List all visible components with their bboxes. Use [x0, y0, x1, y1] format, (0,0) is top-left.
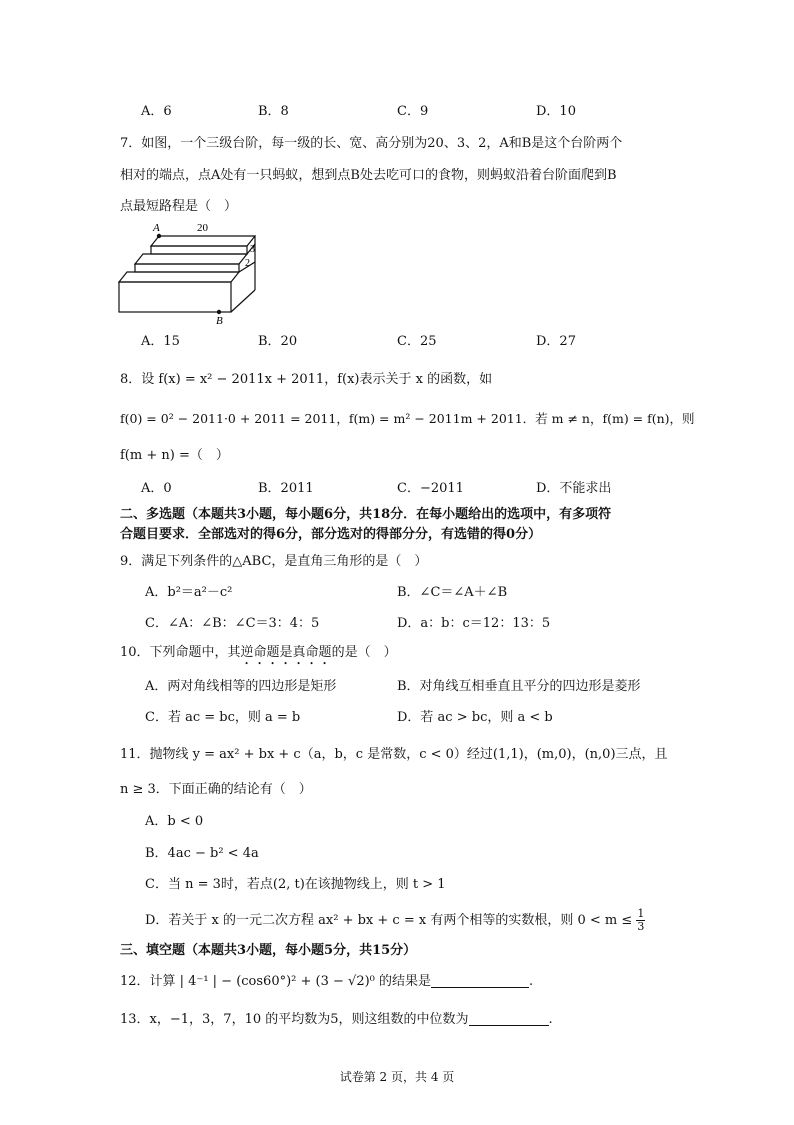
fraction-numerator: 1: [637, 907, 645, 920]
q8-option-c: C．−2011: [397, 481, 464, 496]
figure-label-length: 20: [197, 222, 208, 234]
q8-line-2: f(0) = 0² − 2011·0 + 2011 = 2011，f(m) = m² − 2011m + 2011．若 m ≠ n，f(m) = f(n)，则: [120, 411, 695, 426]
section-2-line-1: 二、多选题（本题共3小题，每小题6分，共18分．在每小题给出的选项中，有多项符: [120, 507, 612, 522]
q12-end: .: [529, 974, 534, 989]
q9-stem: 9．满足下列条件的△ABC，是直角三角形的是（ ）: [120, 554, 428, 569]
q7-line-3: 点最短路程是（ ）: [120, 199, 238, 214]
q6-option-c: C．9: [397, 104, 429, 119]
q8-option-d: D．不能求出: [536, 481, 612, 496]
q10-stem-emphasis: 逆命题是真命题: [240, 645, 332, 660]
q11-option-d-fraction: [636, 908, 645, 933]
q13-text: 13．x，−1，3，7，10 的平均数为5，则这组数的中位数为: [120, 1012, 469, 1027]
q8-line-3: f(m + n) =（ ）: [120, 448, 229, 463]
q8-option-b: B．2011: [258, 481, 314, 496]
q6-option-a: A．6: [141, 104, 172, 119]
q6-option-b: B．8: [258, 104, 289, 119]
q7-option-d: D．27: [536, 334, 576, 349]
q8-line-1: 8．设 f(x) = x² − 2011x + 2011，f(x)表示关于 x 的函数，如: [120, 372, 493, 387]
q11-option-a: A．b < 0: [145, 814, 204, 829]
q6-option-d: D．10: [536, 104, 576, 119]
q11-option-d: [145, 908, 645, 933]
q11-option-d-text: D．若关于 x 的一元二次方程 ax² + bx + c = x 有两个相等的实数根，则 0 < m ≤: [145, 913, 633, 929]
q10-option-a: A．两对角线相等的四边形是矩形: [145, 679, 337, 694]
q10-stem-pre: 10．下列命题中，其: [120, 645, 241, 660]
q13-end: .: [548, 1012, 553, 1027]
q9-option-a: A．b²＝a²－c²: [145, 585, 233, 600]
figure-label-height: 2: [245, 258, 250, 269]
fraction-denominator: 3: [637, 920, 645, 934]
q11-line-1: 11．抛物线 y = ax² + bx + c（a，b，c 是常数，c < 0）经过(1,1)，(m,0)，(n,0)三点，且: [120, 747, 668, 762]
q7-line-2: 相对的端点，点A处有一只蚂蚁，想到点B处去吃可口的食物，则蚂蚁沿着台阶面爬到B: [120, 168, 617, 183]
q7-option-a: A．15: [141, 334, 180, 349]
section-2-line-2: 合题目要求．全部选对的得6分，部分选对的得部分分，有选错的得0分）: [120, 527, 542, 542]
staircase-figure: [115, 220, 275, 328]
q9-option-c: C．∠A：∠B：∠C＝3：4：5: [145, 616, 320, 631]
q10-option-c: C．若 ac = bc，则 a = b: [145, 710, 301, 725]
q12-answer-blank[interactable]: [431, 987, 529, 988]
figure-label-width: 3: [250, 244, 255, 255]
figure-label-a: A: [153, 222, 160, 234]
q8-option-a: A．0: [141, 481, 172, 496]
q10-option-b: B．对角线互相垂直且平分的四边形是菱形: [397, 679, 641, 694]
q9-option-b: B．∠C＝∠A＋∠B: [397, 585, 508, 600]
q11-option-c: C．当 n = 3时，若点(2, t)在该抛物线上，则 t > 1: [145, 877, 446, 892]
q11-line-2: n ≥ 3．下面正确的结论有（ ）: [120, 782, 312, 797]
q10-stem-post: 的是（ ）: [331, 645, 397, 660]
q13: [120, 1013, 553, 1026]
q10-stem: [120, 645, 397, 668]
q12: [120, 975, 533, 988]
q7-option-c: C．25: [397, 334, 437, 349]
q11-option-b: B．4ac − b² < 4a: [145, 846, 259, 861]
q7-line-1: 7．如图，一个三级台阶，每一级的长、宽、高分别为20、3、2，A和B是这个台阶两个: [120, 136, 623, 151]
q7-option-b: B．20: [258, 334, 298, 349]
q13-answer-blank[interactable]: [469, 1025, 549, 1026]
section-3-title: 三、填空题（本题共3小题，每小题5分，共15分）: [120, 943, 417, 958]
figure-label-b: B: [216, 315, 223, 327]
q12-text: 12．计算 | 4⁻¹ | − (cos60°)² + (3 − √2)⁰ 的结果是: [120, 974, 432, 989]
q10-option-d: D．若 ac > bc，则 a < b: [397, 710, 553, 725]
page-footer: 试卷第 2 页，共 4 页: [339, 1070, 455, 1084]
q9-option-d: D．a：b：c＝12：13：5: [397, 616, 551, 631]
